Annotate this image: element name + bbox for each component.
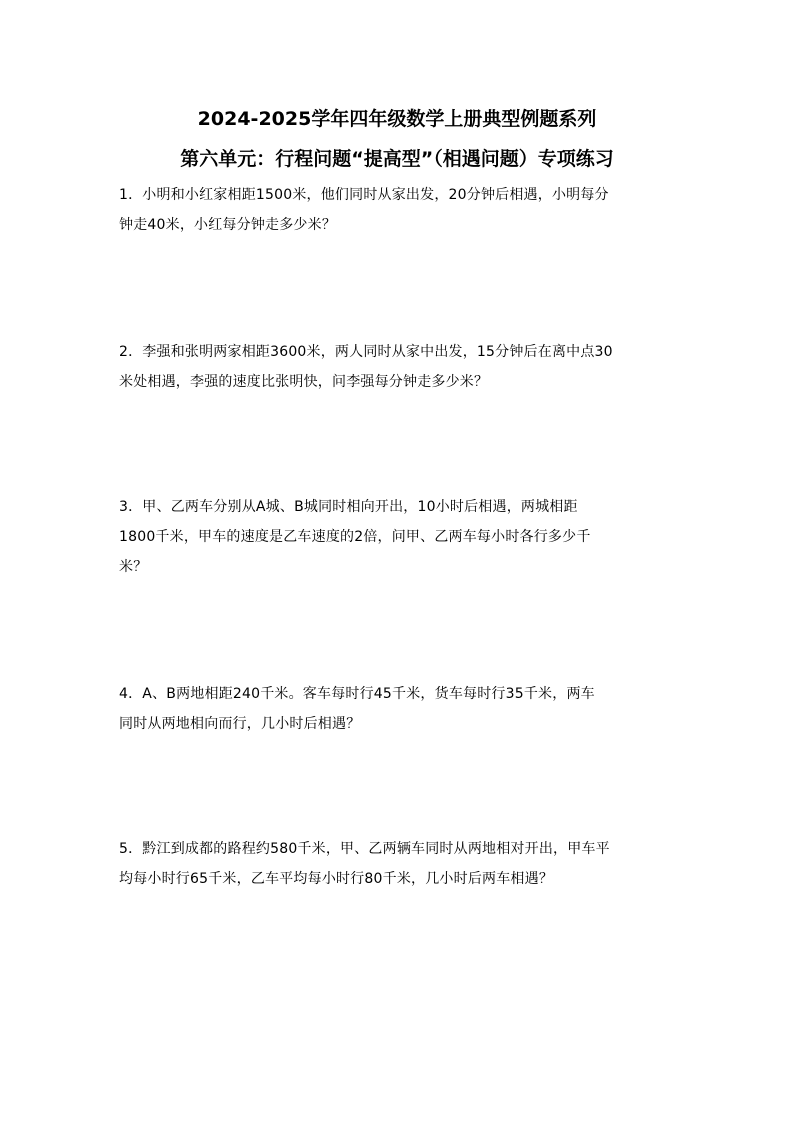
problem-line: 同时从两地相向而行，几小时后相遇？	[119, 716, 361, 732]
problem-line: 4．A、B两地相距240千米。客车每时行45千米，货车每时行35千米，两车	[119, 686, 595, 702]
document-subtitle: 第六单元：行程问题“提高型”（相遇问题）专项练习	[180, 148, 614, 170]
problem-line: 3．甲、乙两车分别从A城、B城同时相向开出，10小时后相遇，两城相距	[119, 499, 578, 515]
problem-1	[119, 180, 689, 240]
document-title: 2024-2025学年四年级数学上册典型例题系列	[197, 108, 597, 130]
problem-2	[119, 337, 689, 397]
problem-line: 米？	[119, 559, 148, 575]
problem-5	[119, 834, 689, 894]
problem-line: 2．李强和张明两家相距3600米，两人同时从家中出发，15分钟后在离中点30	[119, 344, 613, 360]
problem-3	[119, 492, 689, 582]
problem-line: 1800千米，甲车的速度是乙车速度的2倍，问甲、乙两车每小时各行多少千	[119, 529, 591, 545]
problem-line: 钟走40米，小红每分钟走多少米？	[119, 217, 337, 233]
problem-line: 1．小明和小红家相距1500米，他们同时从家出发，20分钟后相遇，小明每分	[119, 187, 609, 203]
problem-line: 均每小时行65千米，乙车平均每小时行80千米，几小时后两车相遇？	[119, 871, 554, 887]
problem-4	[119, 679, 689, 739]
problem-line: 5．黔江到成都的路程约580千米，甲、乙两辆车同时从两地相对开出，甲车平	[119, 841, 610, 857]
problem-line: 米处相遇，李强的速度比张明快，问李强每分钟走多少米？	[119, 374, 489, 390]
